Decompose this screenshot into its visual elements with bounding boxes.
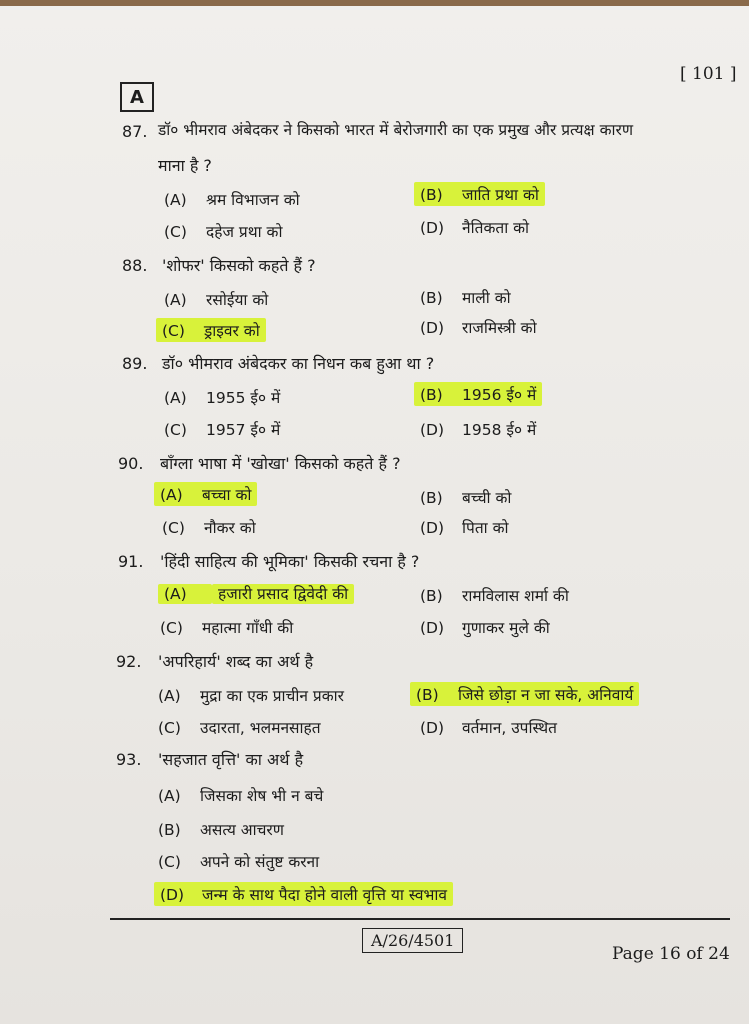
footer-rule (110, 918, 730, 920)
option-d: (D) 1958 ई० में (420, 421, 537, 439)
question-text: 'शोफर' किसको कहते हैं ? (162, 256, 316, 275)
paper-code-box: A/26/4501 (362, 928, 463, 953)
question-text: 'अपरिहार्य' शब्द का अर्थ है (158, 652, 314, 671)
option-a: (A) 1955 ई० में (164, 389, 281, 407)
option-b-highlighted: (B) जाति प्रथा को (414, 182, 545, 206)
option-d: (D) राजमिस्त्री को (420, 319, 537, 337)
option-d: (D) गुणाकर मुले की (420, 619, 550, 637)
question-number: 88. (122, 256, 148, 275)
option-a: (A) मुद्रा का एक प्राचीन प्रकार (158, 687, 344, 705)
question-number: 87. (122, 122, 148, 141)
option-d: (D) वर्तमान, उपस्थित (420, 719, 557, 737)
option-b: (B) असत्य आचरण (158, 821, 284, 839)
option-c: (C) उदारता, भलमनसाहत (158, 719, 321, 737)
option-b: (B) माली को (420, 289, 511, 307)
question-number: 90. (118, 454, 144, 473)
page-of-label: Page 16 of 24 (612, 944, 730, 964)
option-c: (C) 1957 ई० में (164, 421, 281, 439)
set-label-box: A (120, 82, 154, 112)
question-text: बाँग्ला भाषा में 'खोखा' किसको कहते हैं ? (160, 454, 401, 473)
question-number: 89. (122, 354, 148, 373)
question-text-continued: माना है ? (158, 156, 212, 175)
option-c: (C) दहेज प्रथा को (164, 223, 283, 241)
option-d: (D) नैतिकता को (420, 219, 530, 237)
option-c: (C) महात्मा गाँधी की (160, 619, 294, 637)
option-a: (A) श्रम विभाजन को (164, 191, 300, 209)
option-a: (A) जिसका शेष भी न बचे (158, 787, 324, 805)
option-c: (C) नौकर को (162, 519, 256, 537)
option-b-highlighted: (B) 1956 ई० में (414, 382, 542, 406)
option-b-highlighted: (B) जिसे छोड़ा न जा सके, अनिवार्य (410, 682, 639, 706)
option-d: (D) पिता को (420, 519, 509, 537)
question-number: 91. (118, 552, 144, 571)
option-a-highlighted: (A) हजारी प्रसाद द्विवेदी की (158, 582, 354, 604)
question-number: 93. (116, 750, 142, 769)
option-c: (C) अपने को संतुष्ट करना (158, 853, 320, 871)
option-a-highlighted: (A) बच्चा को (154, 482, 257, 506)
page-number: [ 101 ] (680, 64, 737, 84)
question-text: 'सहजात वृत्ति' का अर्थ है (158, 750, 304, 769)
option-a: (A) रसोईया को (164, 291, 269, 309)
option-d-highlighted: (D) जन्म के साथ पैदा होने वाली वृत्ति या स्वभाव (154, 882, 453, 906)
question-number: 92. (116, 652, 142, 671)
page-top-edge (0, 0, 749, 6)
option-c-highlighted: (C) ड्राइवर को (156, 318, 266, 342)
question-text: डॉ० भीमराव अंबेदकर ने किसको भारत में बेरोजगारी का एक प्रमुख और प्रत्यक्ष कारण (158, 121, 634, 139)
question-text: डॉ० भीमराव अंबेदकर का निधन कब हुआ था ? (162, 354, 435, 373)
option-b: (B) बच्ची को (420, 489, 512, 507)
option-b: (B) रामविलास शर्मा की (420, 587, 569, 605)
question-text: 'हिंदी साहित्य की भूमिका' किसकी रचना है ? (160, 552, 420, 571)
